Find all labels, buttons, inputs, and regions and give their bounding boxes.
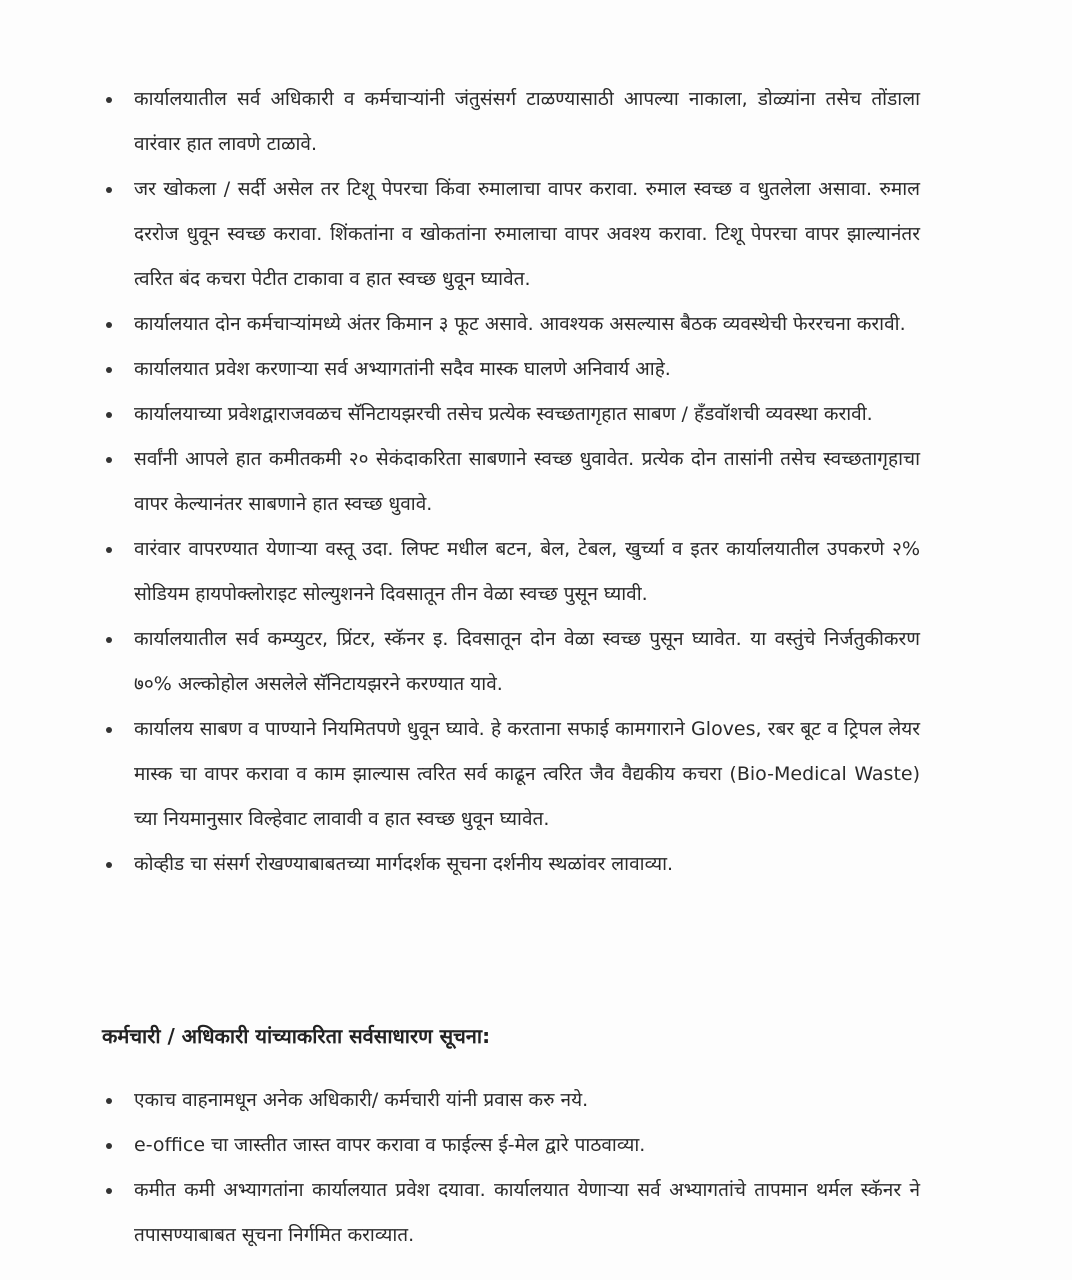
item-text: कमीत कमी अभ्यागतांना कार्यालयात प्रवेश दयावा. कार्यालयात येणाऱ्या सर्व अभ्यागतांचे तापमान थर्मल स्कॅनर ने तपासण्याबाबत सूचना निर्गमित कराव्यात. — [134, 1179, 920, 1246]
item-text: कोव्हीड चा संसर्ग रोखण्याबाबतच्या मार्गदर्शक सूचना दर्शनीय स्थळांवर लावाव्या. — [134, 853, 674, 875]
bullet-icon — [106, 1098, 112, 1104]
section-heading: कर्मचारी / अधिकारी यांच्याकरिता सर्वसाधारण सूचना: — [102, 1024, 491, 1048]
item-text: कार्यालयातील सर्व कम्प्युटर, प्रिंटर, स्कॅनर इ. दिवसातून दोन वेळा स्वच्छ पुसून घ्यावेत. या वस्तुंचे निर्जतुकीकरण ७०% अल्कोहोल असलेले सॅनिटायझरने करण्यात यावे. — [134, 628, 920, 695]
item-text: e-office चा जास्तीत जास्त वापर करावा व फाईल्स ई-मेल द्वारे पाठवाव्या. — [134, 1134, 646, 1156]
item-text: कार्यालयातील सर्व अधिकारी व कर्मचाऱ्यांनी जंतुसंसर्ग टाळण्यासाठी आपल्या नाकाला, डोळ्यांना तसेच तोंडाला वारंवार हात लावणे टाळावे. — [134, 88, 920, 155]
item-text: वारंवार वापरण्यात येणाऱ्या वस्तू उदा. लिफ्ट मधील बटन, बेल, टेबल, खुर्च्या व इतर कार्यालयातील उपकरणे २% सोडियम हायपोक्लोराइट सोल्युशनने दिवसातून तीन वेळा स्वच्छ पुसून घ्यावी. — [134, 538, 920, 605]
item-text: कार्यालयात प्रवेश करणाऱ्या सर्व अभ्यागतांनी सदैव मास्क घालणे अनिवार्य आहे. — [134, 358, 671, 380]
list-item — [100, 437, 920, 527]
bullet-icon — [106, 412, 112, 418]
list-item — [100, 77, 920, 167]
bullet-icon — [106, 457, 112, 463]
item-text: कार्यालयात दोन कर्मचाऱ्यांमध्ये अंतर किमान ३ फूट असावे. आवश्यक असल्यास बैठक व्यवस्थेची फेररचना करावी. — [134, 313, 906, 335]
item-text: जर खोकला / सर्दी असेल तर टिशू पेपरचा किंवा रुमालाचा वापर करावा. रुमाल स्वच्छ व धुतलेला असावा. रुमाल दररोज धुवून स्वच्छ करावा. शिंकतांना व खोकतांना रुमालाचा वापर अवश्य करावा. टिशू पेपरचा वापर झाल्यानंतर त्वरित बंद कचरा पेटीत टाकावा व हात स्वच्छ धुवून घ्यावेत. — [134, 178, 920, 290]
list-item — [100, 1168, 920, 1258]
list-item — [100, 707, 920, 842]
item-text: कार्यालय साबण व पाण्याने नियमितपणे धुवून घ्यावे. हे करताना सफाई कामगाराने Gloves, रबर बूट व ट्रिपल लेयर मास्क चा वापर करावा व काम झाल्यास त्वरित सर्व काढून त्वरित जैव वैद्यकीय कचरा (Bio-Medical Waste) च्या नियमानुसार विल्हेवाट लावावी व हात स्वच्छ धुवून घ्यावेत. — [134, 718, 920, 830]
list-item — [100, 1123, 920, 1168]
item-text: एकाच वाहनामधून अनेक अधिकारी/ कर्मचारी यांनी प्रवास करु नये. — [134, 1089, 589, 1111]
list-item — [100, 347, 920, 392]
list-item — [100, 527, 920, 617]
list-item — [100, 392, 920, 437]
bullet-icon — [106, 637, 112, 643]
list-item — [100, 842, 920, 887]
bullet-icon — [106, 97, 112, 103]
bullet-icon — [106, 862, 112, 868]
list-item — [100, 1078, 920, 1123]
item-text: कार्यालयाच्या प्रवेशद्वाराजवळच सॅनिटायझरची तसेच प्रत्येक स्वच्छतागृहात साबण / हॅंडवॉशची व्यवस्था करावी. — [134, 403, 873, 425]
list-item — [100, 617, 920, 707]
instructions-list — [100, 77, 920, 887]
bullet-icon — [106, 1143, 112, 1149]
bullet-icon — [106, 367, 112, 373]
general-instructions-list — [100, 1078, 920, 1258]
item-text: सर्वांनी आपले हात कमीतकमी २० सेकंदाकरिता साबणाने स्वच्छ धुवावेत. प्रत्येक दोन तासांनी तसेच स्वच्छतागृहाचा वापर केल्यानंतर साबणाने हात स्वच्छ धुवावे. — [134, 448, 920, 515]
bullet-icon — [106, 1188, 112, 1194]
bullet-icon — [106, 547, 112, 553]
bullet-icon — [106, 187, 112, 193]
bullet-icon — [106, 322, 112, 328]
bullet-icon — [106, 727, 112, 733]
list-item — [100, 302, 920, 347]
list-item — [100, 167, 920, 302]
